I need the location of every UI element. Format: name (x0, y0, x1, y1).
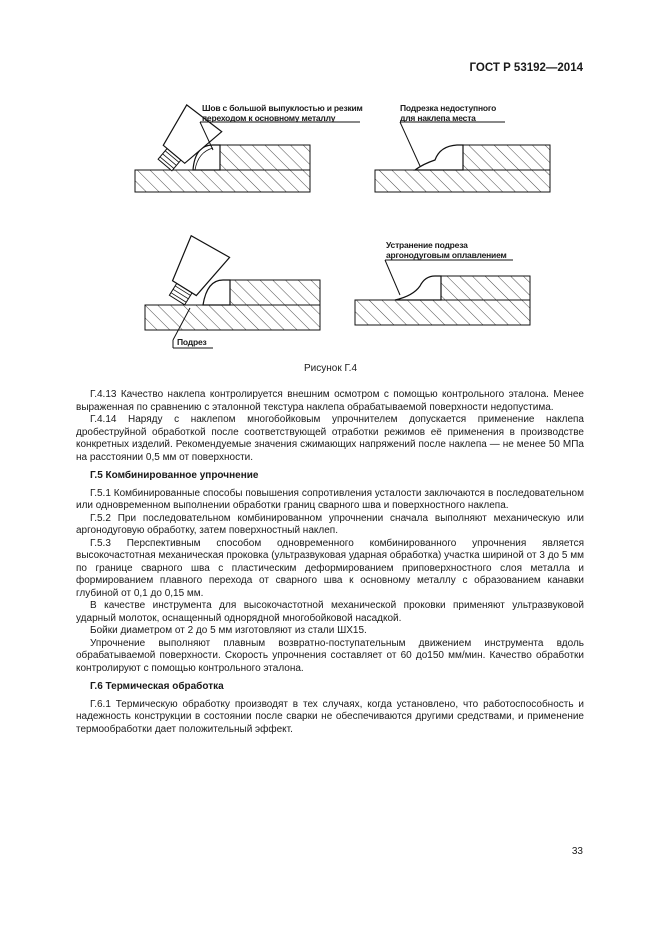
label-undercut-small: Подрез (177, 337, 207, 347)
paragraph: Г.5.2 При последовательном комбинированном упрочнении сначала выполняют механическую или аргонодуговую обработку, затем поверхностный наклеп. (76, 512, 584, 536)
label-undercut: Подрезка недоступного для наклепа места (400, 103, 497, 123)
paragraph: Г.4.14 Наряду с наклепом многобойковым упрочнителем допускается применение наклепа дробеструйной обработкой после соответствующей отработки режимов её применения в производстве конкретных изделий. Рекомендуемые значения сжимающих напряжений после наклепа — не менее 50 МПа на расстоянии 0,5 мм от поверхности. (76, 414, 584, 463)
panel-undercut (375, 122, 550, 192)
welding-diagram (95, 90, 575, 360)
label-argon-remelt: Устранение подреза аргонодуговым оплавлением (386, 240, 507, 260)
section-title-g5: Г.5 Комбинированное упрочнение (90, 470, 259, 481)
paragraph: В качестве инструмента для высокочастотной механической проковки применяют ультразвуковой ударный молоток, оснащенный однорядной многобойковой насадкой. (76, 600, 584, 624)
page-number: 33 (571, 846, 583, 857)
section-title-g6: Г.6 Термическая обработка (90, 681, 224, 692)
paragraph: Г.4.13 Качество наклепа контролируется внешним осмотром с помощью контрольного эталона. Менее выраженная по сравнению с эталонной текстура наклепа обрабатываемой поверхности недопустима. (76, 389, 584, 413)
paragraph: Упрочнение выполняют плавным возвратно-поступательным движением инструмента вдоль обрабатываемой поверхности. Скорость упрочнения составляет от 60 до150 мм/мин. Качество обработки контролируют с помощью контрольного эталона. (76, 637, 584, 674)
paragraph: Г.5.3 Перспективным способом одновременного комбинированного упрочнения является высокочастотная механическая проковка (ультразвуковая ударная обработка) участка шириной от 3 до 5 мм по границе сварного шва с пластическим деформированием приповерхностного слоя металла и формированием плавного перехода от сварного шва к основному металлу с образованием канавки глубиной от 0,1 до 0,15 мм. (76, 537, 584, 599)
figure-g4 (95, 90, 575, 360)
panel-argon-remelt (355, 260, 530, 325)
figure-caption: Рисунок Г.4 (303, 363, 358, 374)
body-text (76, 389, 584, 736)
paragraph: Бойки диаметром от 2 до 5 мм изготовляют из стали ШХ15. (90, 625, 367, 636)
standard-number: ГОСТ Р 53192—2014 (469, 62, 583, 74)
paragraph: Г.5.1 Комбинированные способы повышения сопротивления усталости заключаются в последовательном или одновременном выполнении обработки границ сварного шва и поверхностного наклепа. (76, 487, 584, 511)
paragraph: Г.6.1 Термическую обработку производят в тех случаях, когда установлено, что работоспособность и надежность конструкции в состоянии после сварки не обеспечиваются другими средствами, и применение термообработки дает положительный эффект. (76, 698, 584, 735)
panel-undercut-hammer (145, 234, 320, 348)
label-sharp-weld: Шов с большой выпуклостью и резким переходом к основному металлу (202, 103, 363, 123)
